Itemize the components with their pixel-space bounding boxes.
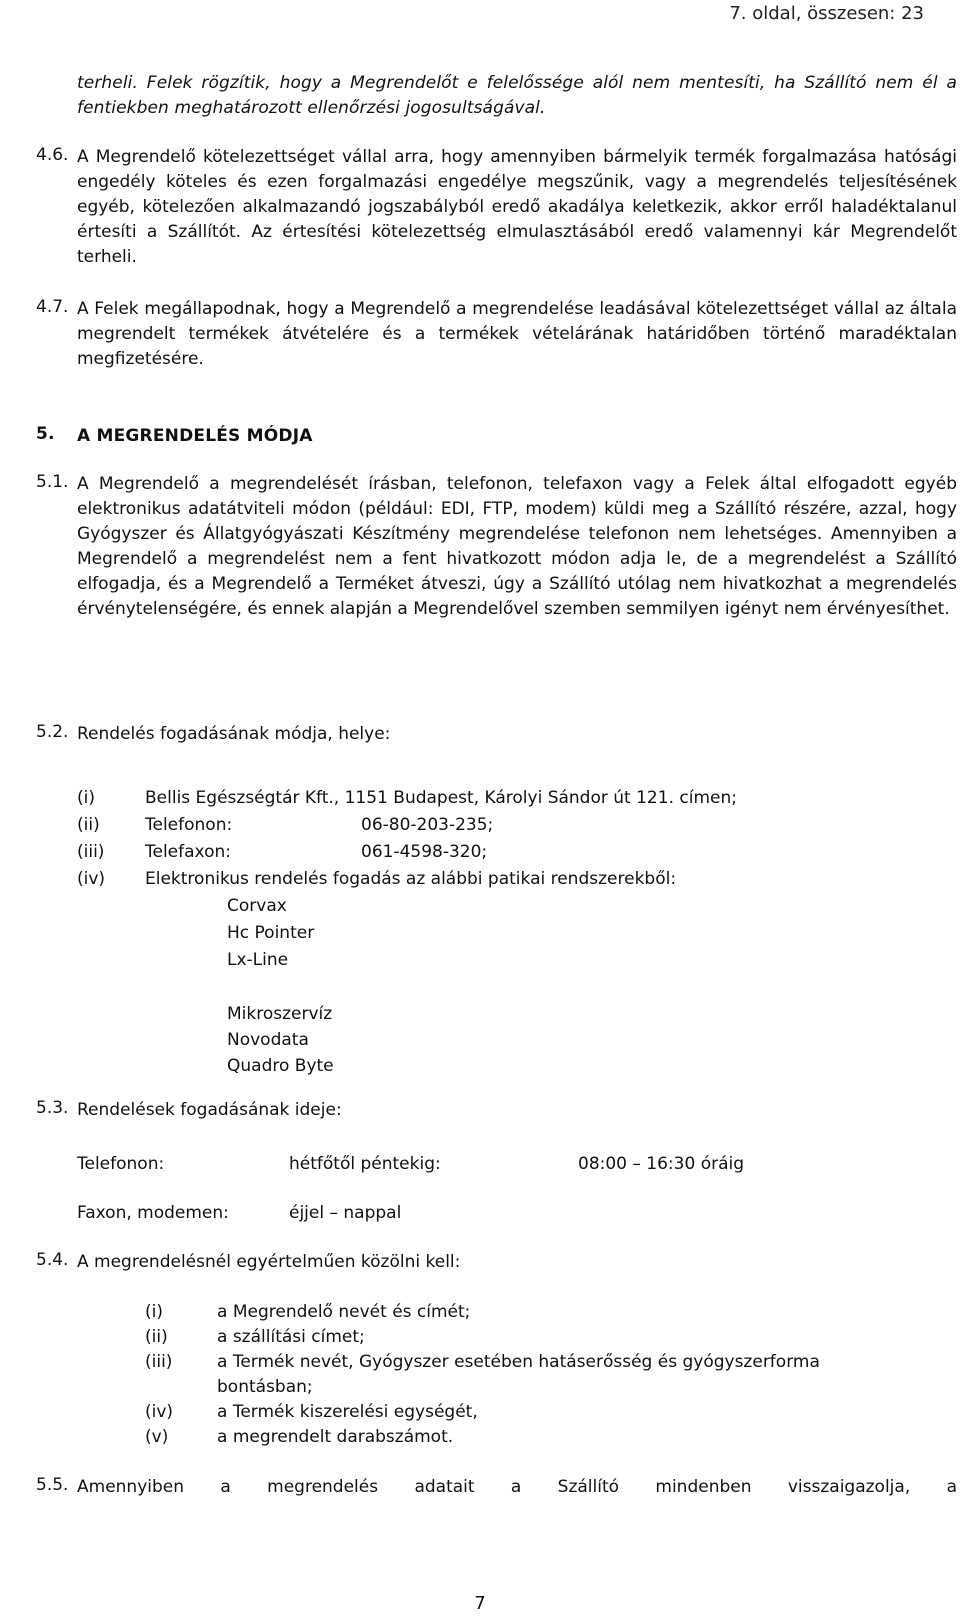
- item-marker: (v): [145, 1427, 169, 1447]
- schedule-channel: Telefonon:: [77, 1154, 165, 1174]
- section-number: 5.5.: [36, 1475, 69, 1495]
- page-number: 7: [474, 1593, 486, 1614]
- item-label: Elektronikus rendelés fogadás az alábbi patikai rendszerekből:: [145, 869, 677, 889]
- section-text: A Megrendelő kötelezettséget vállal arra, hogy amennyiben bármelyik termék forgalmazása hatósági engedély köteles és ezen forgalmazási engedélye megszűnik, vagy a megrendelés teljesítésének egyéb, kötelezően alkalmazandó jogszabályból eredő akadálya keletkezik, akkor erről haladéktalanul értesíti a Szállítót. Az értesítési kötelezettség elmulasztásából eredő valamennyi kár Megrendelőt terheli.: [77, 147, 957, 267]
- section-text: A Felek megállapodnak, hogy a Megrendelő a megrendelése leadásával kötelezettséget vállal az általa megrendelt termékek átvételére és a termékek vételárának határidőben történő maradéktalan megfizetésére.: [77, 299, 957, 369]
- item-text: a megrendelt darabszámot.: [217, 1427, 454, 1447]
- item-marker: (ii): [145, 1327, 168, 1347]
- schedule-channel: Faxon, modemen:: [77, 1203, 229, 1223]
- section-number: 5.4.: [36, 1250, 69, 1270]
- intro-text: terheli. Felek rögzítik, hogy a Megrendelőt e felelőssége alól nem mentesíti, ha Szállító nem él a fentiekben meghatározott ellenőrzési jogosultságával.: [77, 73, 957, 118]
- section-title: Rendelések fogadásának ideje:: [77, 1100, 342, 1120]
- section-text: Amennyiben a megrendelés adatait a Szállító mindenben visszaigazolja, a: [77, 1477, 957, 1497]
- item-marker: (ii): [77, 815, 100, 835]
- item-marker: (iv): [77, 869, 106, 889]
- section-title: Rendelés fogadásának módja, helye:: [77, 724, 391, 744]
- item-marker: (iii): [145, 1352, 173, 1372]
- section-5-2: [36, 722, 956, 1082]
- item-marker: (i): [77, 788, 95, 808]
- system-name: Quadro Byte: [227, 1056, 334, 1076]
- item-value: 061-4598-320;: [361, 842, 488, 862]
- section-5-3: [36, 1098, 956, 1238]
- section-number: 4.7.: [36, 297, 69, 317]
- item-text-continued: bontásban;: [217, 1377, 313, 1397]
- item-text: a Termék kiszerelési egységét,: [217, 1402, 478, 1422]
- section-number: 4.6.: [36, 145, 69, 165]
- system-name: Corvax: [227, 896, 287, 916]
- schedule-days: éjjel – nappal: [289, 1203, 402, 1223]
- item-label: Bellis Egészségtár Kft., 1151 Budapest, Károlyi Sándor út 121. címen;: [145, 788, 737, 808]
- section-number: 5.: [36, 424, 55, 444]
- section-number: 5.1.: [36, 472, 69, 492]
- section-title: A megrendelésnél egyértelműen közölni kell:: [77, 1252, 461, 1272]
- item-label: Telefaxon:: [145, 842, 231, 862]
- schedule-hours: 08:00 – 16:30 óráig: [578, 1154, 745, 1174]
- item-marker: (i): [145, 1302, 163, 1322]
- system-name: Mikroszervíz: [227, 1004, 333, 1024]
- section-text: A Megrendelő a megrendelését írásban, telefonon, telefaxon vagy a Felek által elfogadott egyéb elektronikus adatátviteli módon (például: EDI, FTP, modem) küldi meg a Szállító részére, azzal, hogy Gyógyszer és Állatgyógyászati Készítmény megrendelése telefonon nem lehetséges. Amennyiben a Megrendelő a megrendelést nem a fent hivatkozott módon adja le, de a megrendelést a Szállító elfogadja, és a Megrendelő a Terméket átveszi, úgy a Szállító utólag nem hivatkozhat a megrendelés érvénytelenségére, és ennek alapján a Megrendelővel szemben semmilyen igényt nem érvényesíthet.: [77, 474, 957, 619]
- system-name: Hc Pointer: [227, 923, 315, 943]
- item-text: a Megrendelő nevét és címét;: [217, 1302, 471, 1322]
- section-5-4: [36, 1250, 956, 1450]
- item-marker: (iii): [77, 842, 105, 862]
- section-title: A MEGRENDELÉS MÓDJA: [77, 426, 313, 446]
- section-number: 5.3.: [36, 1098, 69, 1118]
- item-value: 06-80-203-235;: [361, 815, 494, 835]
- item-text: a szállítási címet;: [217, 1327, 365, 1347]
- system-name: Lx-Line: [227, 950, 289, 970]
- item-marker: (iv): [145, 1402, 174, 1422]
- system-name: Novodata: [227, 1030, 309, 1050]
- schedule-days: hétfőtől péntekig:: [289, 1154, 441, 1174]
- item-text: a Termék nevét, Gyógyszer esetében hatáserősség és gyógyszerforma: [217, 1352, 820, 1372]
- section-number: 5.2.: [36, 722, 69, 742]
- page-header: 7. oldal, összesen: 23: [729, 3, 924, 24]
- item-label: Telefonon:: [145, 815, 233, 835]
